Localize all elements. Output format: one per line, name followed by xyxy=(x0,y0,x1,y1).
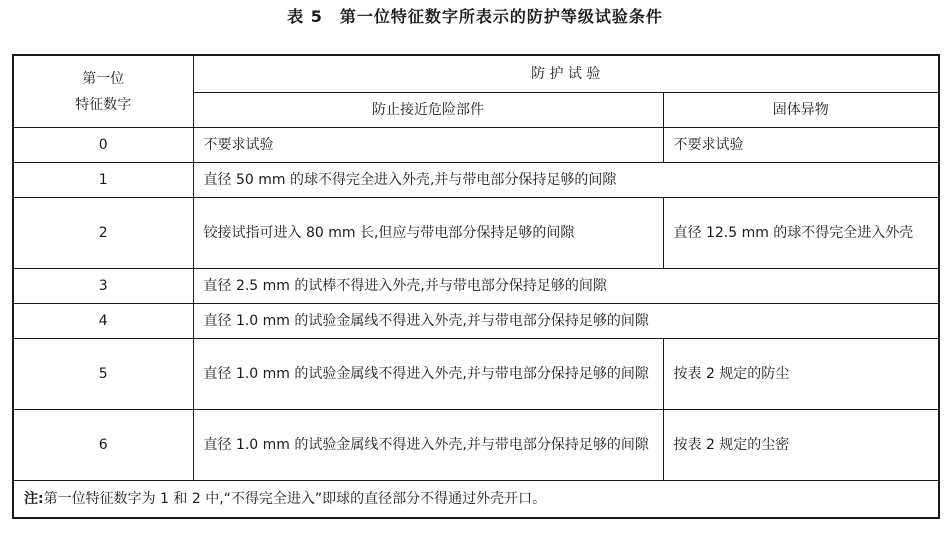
table-caption: 表 5 第一位特征数字所表示的防护等级试验条件 xyxy=(287,7,663,26)
access-cell: 铰接试指可进入 80 mm 长,但应与带电部分保持足够的间隙 xyxy=(193,198,663,269)
table-row xyxy=(13,410,939,481)
header-hazard-access: 防止接近危险部件 xyxy=(193,93,663,128)
note-label: 注: xyxy=(24,491,44,507)
merged-cell: 直径 1.0 mm 的试验金属线不得进入外壳,并与带电部分保持足够的间隙 xyxy=(193,304,939,339)
table-row xyxy=(13,198,939,269)
table-row xyxy=(13,128,939,163)
access-cell: 直径 1.0 mm 的试验金属线不得进入外壳,并与带电部分保持足够的间隙 xyxy=(193,410,663,481)
header-protection-test: 防 护 试 验 xyxy=(193,55,939,93)
digit-cell: 1 xyxy=(13,163,193,198)
digit-cell: 4 xyxy=(13,304,193,339)
digit-cell: 2 xyxy=(13,198,193,269)
solid-cell: 按表 2 规定的尘密 xyxy=(663,410,939,481)
digit-cell: 6 xyxy=(13,410,193,481)
protection-test-table xyxy=(12,54,940,519)
note-cell xyxy=(13,481,939,519)
access-cell: 直径 1.0 mm 的试验金属线不得进入外壳,并与带电部分保持足够的间隙 xyxy=(193,339,663,410)
solid-cell: 按表 2 规定的防尘 xyxy=(663,339,939,410)
note-text: 第一位特征数字为 1 和 2 中,“不得完全进入”即球的直径部分不得通过外壳开口。 xyxy=(43,491,547,507)
solid-cell: 不要求试验 xyxy=(663,128,939,163)
digit-cell: 0 xyxy=(13,128,193,163)
table-row xyxy=(13,269,939,304)
header-first-digit xyxy=(13,55,193,128)
digit-cell: 3 xyxy=(13,269,193,304)
digit-cell: 5 xyxy=(13,339,193,410)
merged-cell: 直径 2.5 mm 的试棒不得进入外壳,并与带电部分保持足够的间隙 xyxy=(193,269,939,304)
table-row xyxy=(13,339,939,410)
table-row xyxy=(13,163,939,198)
header-row-1 xyxy=(13,55,939,93)
access-cell: 不要求试验 xyxy=(193,128,663,163)
header-solid-objects: 固体异物 xyxy=(663,93,939,128)
note-row xyxy=(13,481,939,519)
merged-cell: 直径 50 mm 的球不得完全进入外壳,并与带电部分保持足够的间隙 xyxy=(193,163,939,198)
solid-cell: 直径 12.5 mm 的球不得完全进入外壳 xyxy=(663,198,939,269)
table-row xyxy=(13,304,939,339)
header-first-digit-line1: 第一位 xyxy=(82,70,125,87)
header-first-digit-line2: 特征数字 xyxy=(75,96,132,113)
